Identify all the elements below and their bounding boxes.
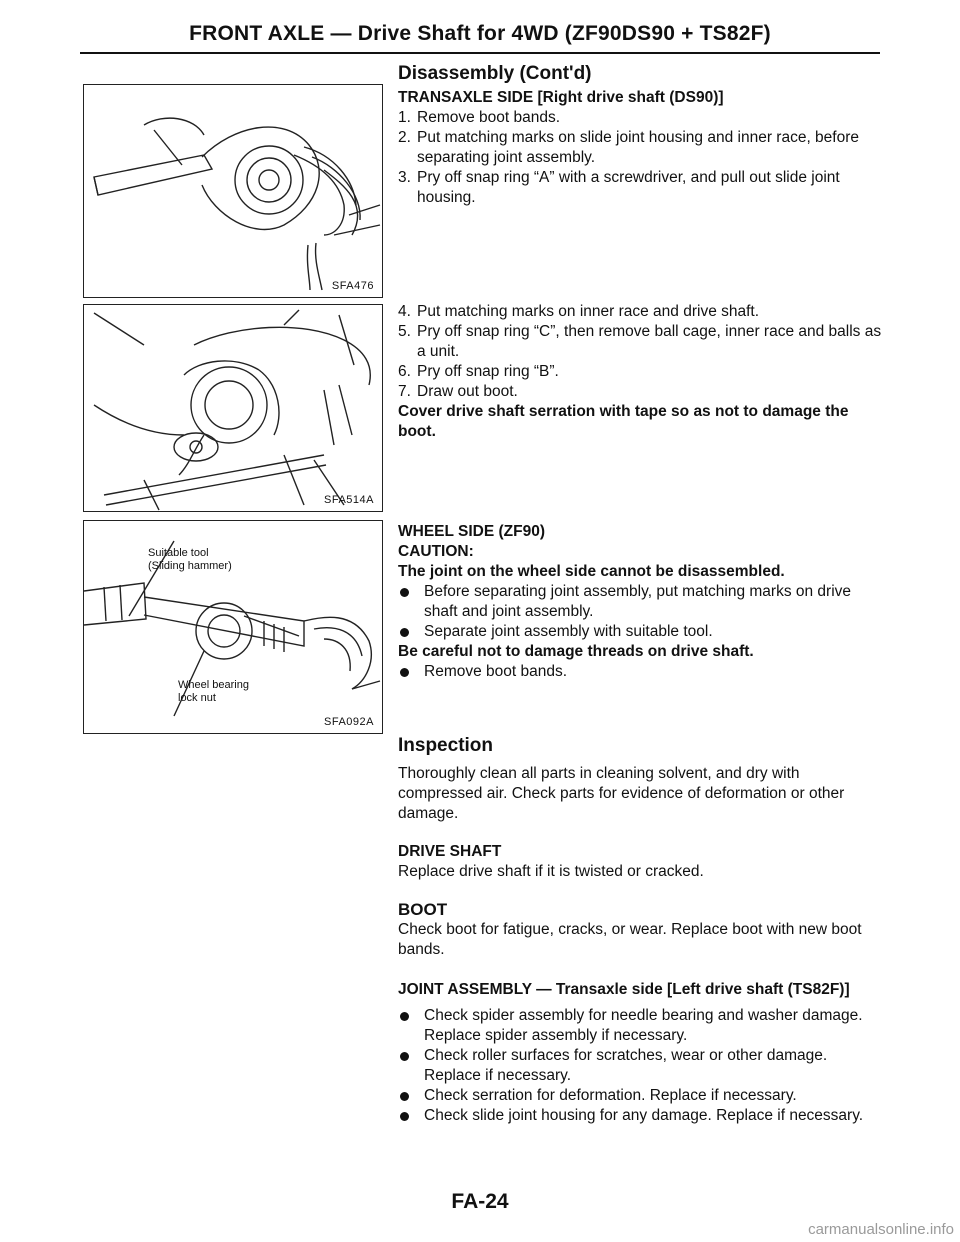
inspection-title: Inspection (398, 735, 494, 756)
joint-assembly-heading: JOINT ASSEMBLY — Transaxle side [Left drive shaft (TS82F)] (398, 981, 850, 998)
steps-list (398, 302, 884, 402)
step-item: 4. Put matching marks on inner race and drive shaft. (398, 303, 760, 320)
figure-sfa092a (83, 520, 383, 734)
step-item: 2. Put matching marks on slide joint housing and inner race, before separating joint assembly. (398, 129, 859, 166)
steps-list (398, 108, 884, 208)
step-item: 7. Draw out boot. (398, 383, 518, 400)
bullet-item: Check slide joint housing for any damage. Replace if necessary. (398, 1106, 884, 1126)
joint-bullets (398, 1006, 884, 1126)
transaxle-side-heading: TRANSAXLE SIDE [Right drive shaft (DS90)] (398, 89, 724, 106)
figure-code: SFA514A (324, 494, 374, 506)
label-suitable-tool: Suitable tool (Sliding hammer) (148, 547, 232, 572)
figure-illustration (84, 305, 382, 511)
disassembly-steps-continued (398, 302, 884, 442)
label-wheel-bearing-lock-nut: Wheel bearing lock nut (178, 679, 249, 704)
figure-sfa514a (83, 304, 383, 512)
page-header: FRONT AXLE — Drive Shaft for 4WD (ZF90DS90 + TS82F) (189, 22, 771, 45)
bullet-item: Check roller surfaces for scratches, wear or other damage. Replace if necessary. (398, 1046, 884, 1086)
drive-shaft-text: Replace drive shaft if it is twisted or cracked. (398, 863, 704, 880)
page-number: FA-24 (451, 1190, 509, 1213)
inspection-intro: Thoroughly clean all parts in cleaning solvent, and dry with compressed air. Check parts for evidence of deformation or other damage. (398, 765, 845, 822)
boot-heading: BOOT (398, 900, 448, 919)
step-item: 1. Remove boot bands. (398, 109, 561, 126)
figure-code: SFA092A (324, 716, 374, 728)
wheel-side-heading: WHEEL SIDE (ZF90) (398, 523, 545, 540)
cover-note: Cover drive shaft serration with tape so as not to damage the boot. (398, 403, 849, 440)
section-title: Disassembly (Cont'd) (398, 63, 592, 84)
watermark: carmanualsonline.info (808, 1221, 954, 1238)
bullet-item: Before separating joint assembly, put matching marks on drive shaft and joint assembly. (398, 582, 884, 622)
bullet-item: Check serration for deformation. Replace if necessary. (398, 1086, 884, 1106)
wheel-side-section (398, 522, 884, 682)
bullet-item: Separate joint assembly with suitable tool. (398, 622, 884, 642)
bullet-item: Check spider assembly for needle bearing and washer damage. Replace spider assembly if necessary. (398, 1006, 884, 1046)
figure-sfa476 (83, 84, 383, 298)
figure-code: SFA476 (331, 280, 374, 292)
caution-label: CAUTION: (398, 543, 474, 560)
drive-shaft-heading: DRIVE SHAFT (398, 843, 502, 860)
careful-note: Be careful not to damage threads on drive shaft. (398, 643, 754, 660)
bullet-item: Remove boot bands. (398, 662, 884, 682)
disassembly-section (398, 62, 884, 208)
wheel-bullets (398, 582, 884, 642)
caution-text: The joint on the wheel side cannot be disassembled. (398, 563, 785, 580)
figure-illustration (84, 85, 382, 297)
inspection-section (398, 734, 884, 1126)
step-item: 6. Pry off snap ring “B”. (398, 363, 559, 380)
header-rule (80, 52, 880, 54)
wheel-bullets-2 (398, 662, 884, 682)
step-item: 5. Pry off snap ring “C”, then remove ball cage, inner race and balls as a unit. (398, 323, 882, 360)
step-item: 3. Pry off snap ring “A” with a screwdriver, and pull out slide joint housing. (398, 169, 840, 206)
boot-text: Check boot for fatigue, cracks, or wear. Replace boot with new boot bands. (398, 921, 862, 958)
